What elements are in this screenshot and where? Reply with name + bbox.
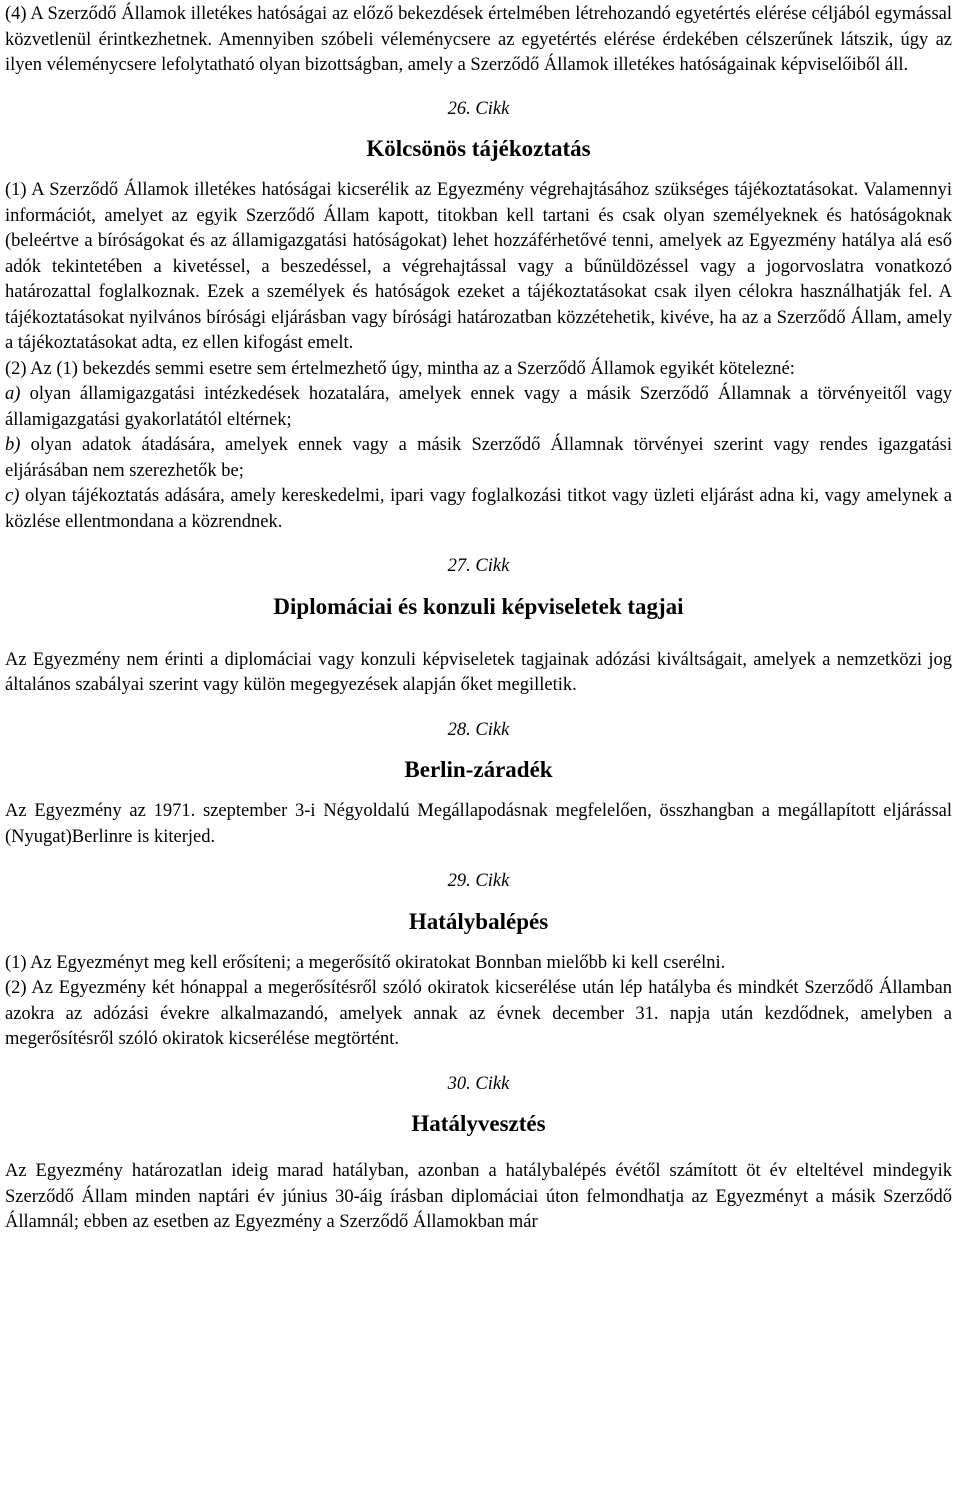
article-30-number: 30. Cikk	[447, 1073, 510, 1094]
article-30-paragraph: Az Egyezmény határozatlan ideig marad hatályban, azonban a hatálybalépés évétől számított öt év elteltével mindegyik Szerződő Állam minden naptári év június 30-áig írásban diplomáciai úton felmondhatja az Egyezményt a másik Szerződő Államnál; ebben az esetben az Egyezmény a Szerződő Államokban már	[5, 1161, 952, 1232]
point-b-text: olyan adatok átadására, amelyek ennek vagy a másik Szerződő Államnak törvényei szerint vagy rendes igazgatási eljárásában nem szerezhetők be;	[5, 435, 952, 481]
paragraph-4: (4) A Szerződő Államok illetékes hatóságai az előző bekezdések értelmében létrehozandó egyetértés elérése céljából egymással közvetlenül érintkezhetnek. Amennyiben szóbeli véleménycsere az egyetértés elérése érdekében célszerűnek látszik, úgy az ilyen véleménycsere lefolytatható olyan bizottságban, amely a Szerződő Államok illetékes hatóságainak képviselőiből áll.	[5, 4, 952, 75]
article-26-point-a	[5, 382, 952, 433]
article-27-number: 27. Cikk	[447, 556, 510, 576]
article-29-paragraph-2: (2) Az Egyezmény két hónappal a megerősítésről szóló okiratok kicserélése után lép hatályba és mindkét Szerződő Államban azokra az adózási évekre alkalmazandó, amelyek annak az évnek december 31. napja után kezdődnek, amelyben a megerősítésről szóló okiratok kicserélése megtörtént.	[5, 978, 952, 1049]
article-26-title: Kölcsönös tájékoztatás	[366, 136, 591, 161]
article-30-title: Hatályvesztés	[411, 1111, 546, 1136]
article-26-paragraph-2: (2) Az (1) bekezdés semmi esetre sem értelmezhető úgy, mintha az a Szerződő Államok egyikét kötelezné:	[5, 358, 795, 379]
article-28-paragraph: Az Egyezmény az 1971. szeptember 3-i Négyoldalú Megállapodásnak megfelelően, összhangban a megállapított eljárással (Nyugat)Berlinre is kiterjed.	[5, 801, 952, 847]
point-a-text: olyan államigazgatási intézkedések hozatalára, amelyek ennek vagy a másik Szerződő Államnak a törvényeitől vagy államigazgatási gyakorlatától eltérnek;	[5, 384, 952, 430]
article-26-point-b	[5, 433, 952, 484]
article-26-point-c	[5, 484, 952, 535]
point-a-label: a)	[5, 384, 21, 404]
article-26-number: 26. Cikk	[447, 98, 510, 119]
point-c-label: c)	[5, 486, 20, 506]
point-c-text: olyan tájékoztatás adására, amely kereskedelmi, ipari vagy foglalkozási titkot vagy üzleti eljárást adna ki, vagy amelynek a közlése ellentmondana a közrendnek.	[5, 486, 952, 532]
article-26-paragraph-1: (1) A Szerződő Államok illetékes hatóságai kicserélik az Egyezmény végrehajtásához szükséges tájékoztatásokat. Valamennyi információt, amelyet az egyik Szerződő Állam kapott, titokban kell tartani és csak olyan személyeknek és hatóságoknak (beleértve a bíróságokat és az államigazgatási hatóságokat) lehet hozzáférhetővé tenni, amelyek az Egyezmény hatálya alá eső adók tekintetében a kivetéssel, a beszedéssel, a végrehajtással vagy a bűnüldözéssel vagy a jogorvoslatra vonatkozó határozattal foglalkoznak. Ezek a személyek és hatóságok ezeket a tájékoztatásokat csak ilyen célokra használhatják fel. A tájékoztatásokat nyilvános bírósági eljárásban vagy bírósági határozatban közzétehetik, kivéve, ha az a Szerződő Állam, amely a tájékoztatásokat adta, ez ellen kifogást emelt.	[5, 180, 952, 353]
article-28-number: 28. Cikk	[447, 719, 510, 740]
article-27-paragraph: Az Egyezmény nem érinti a diplomáciai vagy konzuli képviseletek tagjainak adózási kiváltságait, amelyek a nemzetközi jog általános szabályai szerint vagy külön megegyezések alapján őket megilletik.	[5, 649, 952, 695]
article-28-title: Berlin-záradék	[404, 757, 553, 782]
point-b-label: b)	[5, 435, 21, 455]
article-29-number: 29. Cikk	[447, 871, 510, 891]
article-29-title: Hatálybalépés	[408, 908, 549, 934]
article-27-title: Diplomáciai és konzuli képviseletek tagjai	[273, 593, 684, 619]
article-29-paragraph-1: (1) Az Egyezményt meg kell erősíteni; a megerősítő okiratokat Bonnban mielőbb ki kell cserélni.	[5, 952, 726, 973]
